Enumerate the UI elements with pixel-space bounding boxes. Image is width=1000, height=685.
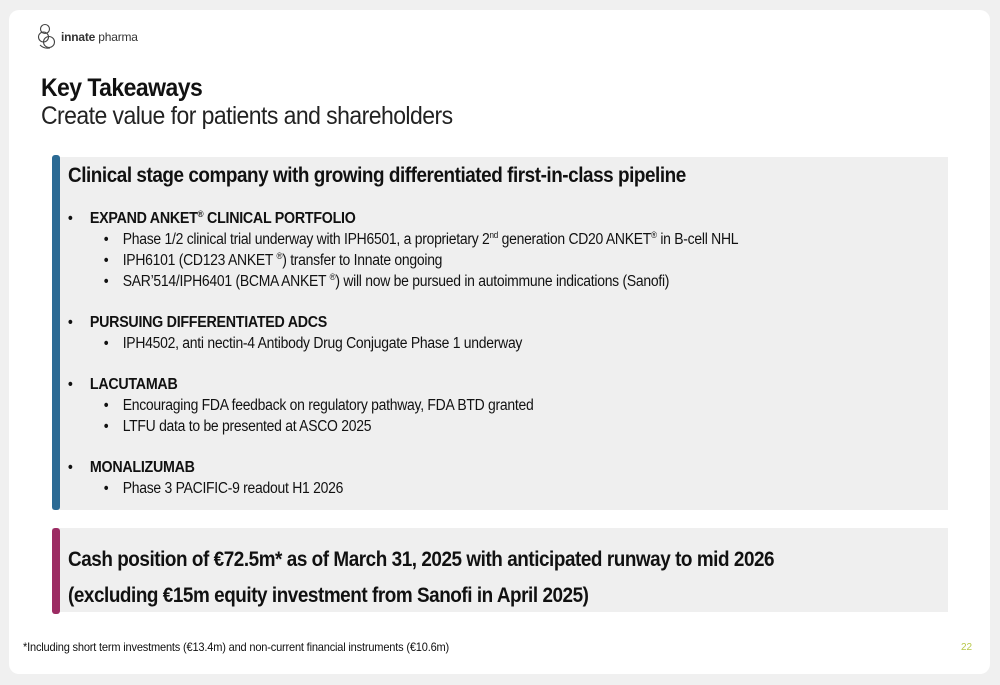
section-title: • MONALIZUMAB	[66, 457, 876, 478]
list-item: • Phase 1/2 clinical trial underway with IPH6501, a proprietary 2nd generation CD20 ANKET® in B-cell NHL	[66, 229, 858, 250]
pipeline-panel-accent-bar	[52, 155, 60, 510]
logo-text: innate pharma	[61, 30, 138, 44]
section-title: • LACUTAMAB	[66, 374, 876, 395]
list-item: • Phase 3 PACIFIC-9 readout H1 2026	[66, 478, 858, 499]
section-monalizumab	[66, 457, 946, 499]
cash-line-2: (excluding €15m equity investment from Sanofi in April 2025)	[68, 584, 589, 607]
page-title: Key Takeaways	[41, 74, 203, 102]
section-anket	[66, 208, 946, 292]
list-item: • IPH4502, anti nectin-4 Antibody Drug Conjugate Phase 1 underway	[66, 333, 858, 354]
pipeline-sections	[66, 208, 946, 519]
section-title: • EXPAND ANKET® CLINICAL PORTFOLIO	[66, 208, 876, 229]
list-item: • SAR’514/IPH6401 (BCMA ANKET ®) will now be pursued in autoimmune indications (Sanofi)	[66, 271, 858, 292]
list-item: • IPH6101 (CD123 ANKET ®) transfer to Innate ongoing	[66, 250, 858, 271]
list-item: • LTFU data to be presented at ASCO 2025	[66, 416, 858, 437]
page-subtitle: Create value for patients and shareholders	[41, 102, 453, 130]
section-adcs	[66, 312, 946, 354]
section-lacutamab	[66, 374, 946, 437]
cash-panel-accent-bar	[52, 528, 60, 614]
pipeline-panel-heading: Clinical stage company with growing differentiated first-in-class pipeline	[68, 164, 686, 187]
innate-pharma-logo-icon	[36, 23, 58, 51]
cash-line-1: Cash position of €72.5m* as of March 31, 2025 with anticipated runway to mid 2026	[68, 548, 775, 571]
company-logo	[36, 23, 138, 51]
list-item: • Encouraging FDA feedback on regulatory pathway, FDA BTD granted	[66, 395, 858, 416]
section-title: • PURSUING DIFFERENTIATED ADCS	[66, 312, 876, 333]
page-number: 22	[961, 642, 973, 653]
footnote: *Including short term investments (€13.4m) and non-current financial instruments (€10.6m)	[23, 640, 450, 654]
